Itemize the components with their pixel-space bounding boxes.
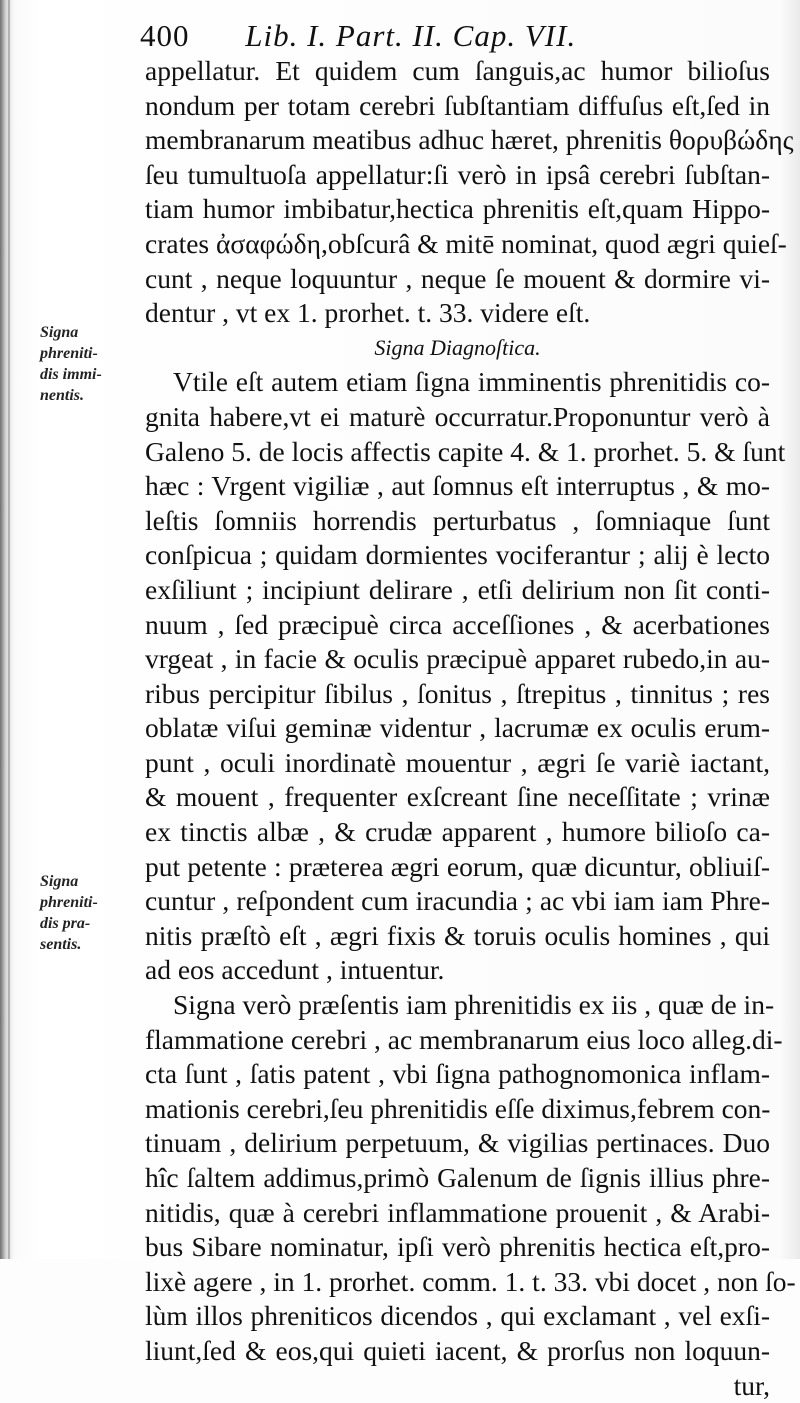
text-line: put petente : præterea ægri eorum, quæ dicuntur, obliuiſ- <box>145 850 770 882</box>
margin-note-line: sentis. <box>40 936 82 953</box>
text-line: ad eos accedunt , intuentur. <box>145 954 445 986</box>
text-line: & mouent , frequenter exſcreant ſine neceſſitate ; vrinæ <box>145 781 770 813</box>
text-line: ribus percipitur ſibilus , ſonitus , ſtrepitus , tinnitus ; res <box>145 677 770 709</box>
running-title: Lib. I. Part. II. Cap. VII. <box>245 18 577 53</box>
catchword-line: tur, <box>733 1369 770 1401</box>
text-line: Galeno 5. de locis affectis capite 4. & 1. prorhet. 5. & ſunt <box>145 435 786 467</box>
margin-note-present <box>40 871 140 955</box>
text-line: liunt,ſed & eos,qui quieti iacent, & prorſus non loquun- <box>145 1334 770 1366</box>
text-line: cta ſunt , ſatis patent , vbi ſigna pathognomonica inflam- <box>145 1058 770 1090</box>
margin-note-line: phreniti- <box>40 894 98 911</box>
text-line: cuntur , reſpondent cum iracundia ; ac vbi iam iam Phre- <box>145 885 770 917</box>
margin-note-line: dis pra- <box>40 915 91 932</box>
text-line: lùm illos phreniticos dicendos , qui exclamant , vel exſi- <box>145 1300 770 1332</box>
text-line: gnita habere,vt ei maturè occurratur.Proponuntur verò à <box>145 400 770 432</box>
text-line: bus Sibare nominatur, ipſi verò phrenitis hectica eſt,pro- <box>145 1231 770 1263</box>
text-line: flammatione cerebri , ac membranarum eius loco alleg.di- <box>145 1023 783 1055</box>
text-body <box>145 54 796 1403</box>
text-line: dentur , vt ex 1. prorhet. t. 33. videre eſt. <box>145 297 591 329</box>
section-heading: Signa Diagnoſtica. <box>374 334 541 360</box>
text-line: tinuam , delirium perpetuum, & vigilias pertinaces. Duo <box>145 1127 770 1159</box>
text-line: nitidis, quæ à cerebri inflammatione prouenit , & Arabi- <box>145 1196 770 1228</box>
text-line: oblatæ viſui geminæ videntur , lacrumæ ex oculis erum- <box>145 712 770 744</box>
margin-note-imminent <box>40 322 140 406</box>
text-line: conſpicua ; quidam dormientes vociferantur ; alij è lecto <box>145 539 770 571</box>
margin-note-line: Signa <box>40 873 79 890</box>
text-line: leſtis ſomniis horrendis perturbatus , ſomniaque ſunt <box>145 504 770 536</box>
text-line: membranarum meatibus adhuc hæret, phrenitis θορυβώδης <box>145 124 794 156</box>
text-line: exſiliunt ; incipiunt delirare , etſi delirium non ſit conti- <box>145 573 770 605</box>
text-line: lixè agere , in 1. prorhet. comm. 1. t. 33. vbi docet , non ſo- <box>145 1265 796 1297</box>
text-line: punt , oculi inordinatè mouentur , ægri ſe variè iactant, <box>145 746 770 778</box>
text-line: tiam humor imbibatur,hectica phrenitis eſt,quam Hippo- <box>145 193 770 225</box>
text-line: ex tinctis albæ , & crudæ apparent , humore bilioſo ca- <box>145 816 770 848</box>
margin-note-line: dis immi- <box>40 366 102 383</box>
gutter-shadow <box>8 0 10 1259</box>
page-number: 400 <box>140 18 190 53</box>
text-line: appellatur. Et quidem cum ſanguis,ac humor bilioſus <box>145 55 770 86</box>
text-line: nitis præſtò eſt , ægri fixis & toruis oculis homines , qui <box>145 919 770 951</box>
text-line: crates ἀσαφώδη,obſcurâ & mitē nominat, quod ægri quieſ- <box>145 227 787 259</box>
text-line: mationis cerebri,ſeu phrenitidis eſſe diximus,febrem con- <box>145 1092 771 1124</box>
text-line: Vtile eſt autem etiam ſigna imminentis phrenitidis co- <box>173 366 770 398</box>
text-line: nuum , ſed præcipuè circa acceſſiones , & acerbationes <box>145 608 770 640</box>
margin-note-line: nentis. <box>40 387 85 404</box>
text-line: nondum per totam cerebri ſubſtantiam diffuſus eſt,ſed in <box>145 89 770 121</box>
text-line: hæc : Vrgent vigiliæ , aut ſomnus eſt interruptus , & mo- <box>145 470 770 502</box>
text-line: cunt , neque loquuntur , neque ſe mouent & dormire vi- <box>145 262 770 294</box>
text-line: hîc ſaltem addimus,primò Galenum de ſignis illius phre- <box>145 1162 770 1193</box>
text-line: Signa verò præſentis iam phrenitidis ex iis , quæ de in- <box>173 989 775 1021</box>
text-line: vrgeat , in facie & oculis præcipuè apparet rubedo,in au- <box>145 643 770 675</box>
text-line: ſeu tumultuoſa appellatur:ſi verò in ipsâ cerebri ſubſtan- <box>145 158 770 190</box>
margin-note-line: Signa <box>40 324 79 341</box>
margin-note-line: phreniti- <box>40 345 98 362</box>
